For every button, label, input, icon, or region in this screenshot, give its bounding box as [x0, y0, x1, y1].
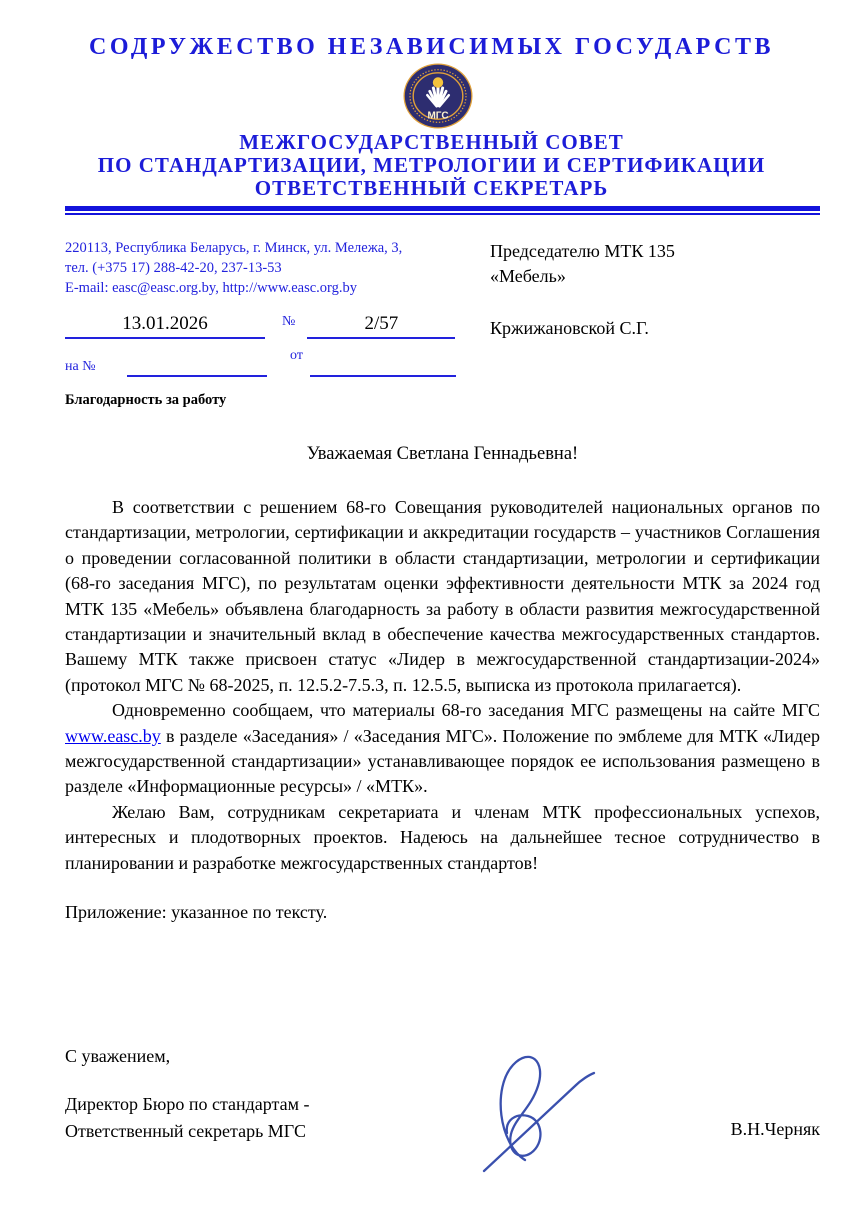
signer-position-line2: Ответственный секретарь МГС — [65, 1121, 306, 1141]
paragraph-3: Желаю Вам, сотрудникам секретариата и членам МТК профессиональных успехов, интересных и плодотворных проектов. Надеюсь на дальнейшее тесное сотрудничество в планировании и разработке межгосударственных стандартов! — [65, 801, 820, 873]
reference-row-date — [65, 313, 469, 339]
from-underline — [310, 359, 456, 377]
from-label: от — [290, 348, 303, 363]
cis-title: СОДРУЖЕСТВО НЕЗАВИСИМЫХ ГОСУДАРСТВ — [89, 34, 774, 60]
closing-section — [65, 1046, 310, 1145]
reference-section — [65, 238, 820, 409]
signer-position — [65, 1091, 310, 1145]
signer-name: В.Н.Черняк — [730, 1119, 820, 1139]
salutation: Уважаемая Светлана Геннадьевна! — [306, 444, 579, 464]
letter-date: 13.01.2026 — [65, 313, 265, 339]
signer-position-line1: Директор Бюро по стандартам - — [65, 1094, 310, 1114]
on-number-label: на № — [65, 359, 96, 374]
contact-address: 220113, Республика Беларусь, г. Минск, ул. Мележа, 3, — [65, 240, 403, 256]
letter-number: 2/57 — [307, 313, 455, 339]
mgs-emblem-icon — [403, 63, 473, 129]
paragraph-2 — [65, 698, 820, 800]
council-name-line3: ОТВЕТСТВЕННЫЙ СЕКРЕТАРЬ — [254, 176, 609, 200]
council-name-line1: МЕЖГОСУДАРСТВЕННЫЙ СОВЕТ — [239, 130, 624, 154]
attachment-line: Приложение: указанное по тексту. — [65, 902, 328, 923]
header-rule-thick — [65, 206, 820, 211]
recipient-block — [490, 238, 820, 409]
council-name — [0, 131, 863, 200]
contact-block — [65, 238, 469, 298]
letter-body — [65, 444, 820, 926]
closing-line: С уважением, — [65, 1046, 171, 1066]
emblem-label: МГС — [427, 110, 449, 122]
recipient-name: Кржижановской С.Г. — [490, 318, 649, 338]
easc-site-link[interactable]: www.easc.by — [65, 725, 161, 746]
number-label: № — [282, 314, 296, 329]
council-name-line2: ПО СТАНДАРТИЗАЦИИ, МЕТРОЛОГИИ И СЕРТИФИКАЦИИ — [97, 153, 766, 177]
on-number-underline — [127, 359, 267, 377]
header-rule-thin — [65, 213, 820, 215]
paragraph-1: В соответствии с решением 68-го Совещания руководителей национальных органов по стандартизации, метрологии, сертификации и аккредитации государств – участников Соглашения о проведении согласованной политики в области стандартизации, метрологии и сертификации (68-го заседания МГС), по результатам оценки эффективности деятельности МТК за 2024 год МТК 135 «Мебель» объявлена благодарность за работу в области развития межгосударственной стандартизации и значительный вклад в обеспечение качества межгосударственных стандартов. Вашему МТК также присвоен статус «Лидер в межгосударственной стандартизации-2024» (протокол МГС № 68-2025, п. 12.5.2-7.5.3, п. 12.5.5, выписка из протокола прилагается). — [65, 497, 820, 695]
contact-email-web: E-mail: easc@easc.org.by, http://www.easc.org.by — [65, 280, 357, 296]
contact-phone: тел. (+375 17) 288-42-20, 237-13-53 — [65, 260, 282, 276]
handwritten-signature — [447, 1048, 597, 1173]
subject-line: Благодарность за работу — [65, 392, 227, 408]
header-rule — [65, 206, 820, 215]
reference-row-reply — [65, 348, 469, 377]
reference-left-column — [65, 238, 469, 409]
recipient-line2: «Мебель» — [490, 266, 566, 286]
paragraph-2-text-before: Одновременно сообщаем, что материалы 68-го заседания МГС размещены на сайте МГС — [112, 700, 820, 721]
paragraph-2-text-after: в разделе «Заседания» / «Заседания МГС». Положение по эмблеме для МТК «Лидер межгосударственной стандартизации» устанавливающее порядок ее использования размещено в разделе «Информационные ресурсы» / «МТК». — [65, 725, 820, 797]
recipient-line1: Председателю МТК 135 — [490, 241, 675, 261]
